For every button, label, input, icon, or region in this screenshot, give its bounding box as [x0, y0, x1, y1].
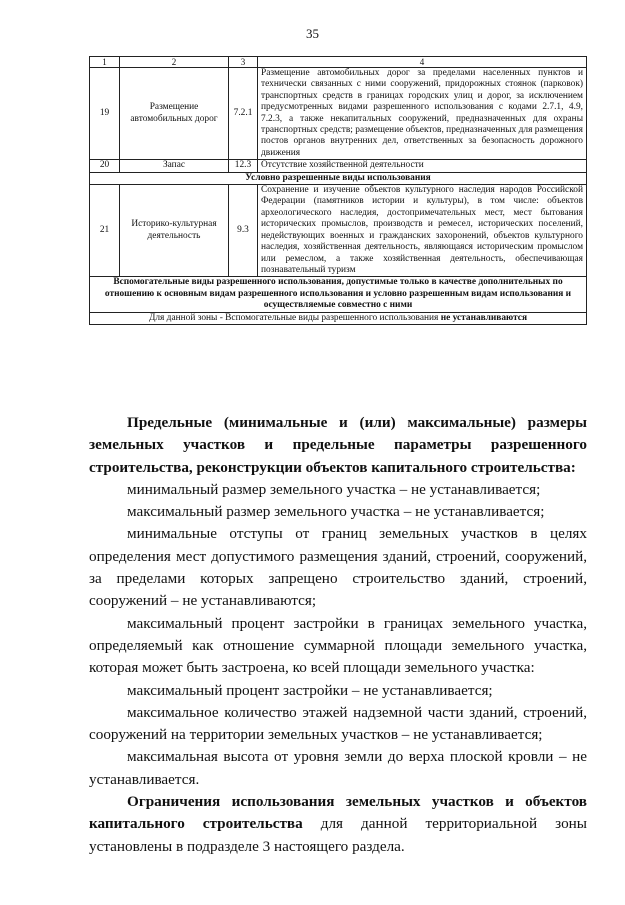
header-cell-2: 2: [120, 57, 229, 68]
header-cell-3: 3: [229, 57, 258, 68]
regulations-text: [89, 412, 587, 858]
header-cell-1: 1: [90, 57, 120, 68]
paragraph: максимальная высота от уровня земли до верха плоской кровли – не устанавливается.: [89, 748, 587, 788]
paragraph: максимальный процент застройки – не устанавливается;: [127, 681, 493, 699]
page-number: 35: [306, 26, 319, 41]
row-number: 19: [90, 68, 120, 160]
paragraph: максимальный размер земельного участка – не устанавливается;: [127, 503, 545, 521]
use-type-name: Историко-культурная деятельность: [120, 185, 229, 277]
header-cell-4: 4: [258, 57, 587, 68]
footer-note-text: Для данной зоны - Вспомогательные виды разрешенного использования: [148, 312, 441, 323]
auxiliary-uses-note: [90, 312, 587, 324]
table-header-row: [90, 57, 587, 68]
table-row: [90, 160, 587, 172]
row-number: 21: [90, 185, 120, 277]
paragraph: максимальный процент застройки в границах земельного участка, определяемый как отношение суммарной площади земельного участка, которая может быть застроена, ко всей площади земельного участка:: [89, 614, 587, 677]
row-number: 20: [90, 160, 120, 172]
use-type-code: 7.2.1: [229, 68, 258, 160]
table-row: [90, 68, 587, 160]
auxiliary-uses-title: Вспомогательные виды разрешенного использования, допустимые только в качестве дополнительных по отношению к основным видам разрешенного использования и условно разрешенным видам использования и осуществляемые совместно с ними: [90, 277, 587, 312]
restrictions-paragraph: [89, 791, 587, 858]
restrictions-text: для данной территориальной зоны установлены в подразделе 3 настоящего раздела.: [89, 815, 587, 855]
use-type-description: Сохранение и изучение объектов культурного наследия народов Российской Федерации (памятников истории и культуры), в том числе: объектов археологического наследия, достопримечательных мест, мест бытования исторических промыслов, производств и ремесел, исторических поселений, недействующих военных и гражданских захоронений, объектов культурного наследия, хозяйственная деятельность, являющаяся историческим промыслом или ремеслом, а также хозяйственная деятельность, обеспечивающая познавательный туризм: [258, 185, 587, 277]
section-header-row: [90, 277, 587, 312]
table-footer-row: [90, 312, 587, 324]
paragraph: максимальное количество этажей надземной части зданий, строений, сооружений на территории земельных участков – не устанавливается;: [89, 703, 587, 744]
section-heading: Предельные (минимальные и (или) максимальные) размеры земельных участков и предельные параметры разрешенного строительства, реконструкции объектов капитального строительства:: [89, 414, 587, 476]
paragraph: минимальный размер земельного участка – не устанавливается;: [127, 480, 541, 498]
table-row: [90, 185, 587, 277]
use-type-code: 9.3: [229, 185, 258, 277]
footer-note-bold: не устанавливаются: [440, 312, 528, 323]
use-type-description: Отсутствие хозяйственной деятельности: [258, 160, 587, 172]
use-type-code: 12.3: [229, 160, 258, 172]
use-type-name: Размещение автомобильных дорог: [120, 68, 229, 160]
use-type-description: Размещение автомобильных дорог за пределами населенных пунктов и технически связанных с ними сооружений, придорожных стоянок (парковок) транспортных средств в границах городских улиц и дорог, за исключением предусмотренных видами разрешенного использования с кодами 2.7.1, 4.9, 7.2.3, а также некапитальных сооружений, предназначенных для охраны транспортных средств; размещение объектов, предназначенных для размещения постов органов внутренних дел, ответственных за безопасность дорожного движения: [258, 68, 587, 160]
land-use-table: [89, 56, 587, 325]
section-header-row: [90, 172, 587, 184]
paragraph: минимальные отступы от границ земельных участков в целях определения мест допустимого размещения зданий, строений, сооружений, за пределами которых запрещено строительство зданий, строений, сооружений – не устанавливаются;: [89, 525, 587, 610]
use-type-name: Запас: [120, 160, 229, 172]
restrictions-bold: Ограничения использования земельных участков и объектов капитального строительства: [89, 793, 587, 833]
conditional-uses-title: Условно разрешенные виды использования: [90, 172, 587, 184]
